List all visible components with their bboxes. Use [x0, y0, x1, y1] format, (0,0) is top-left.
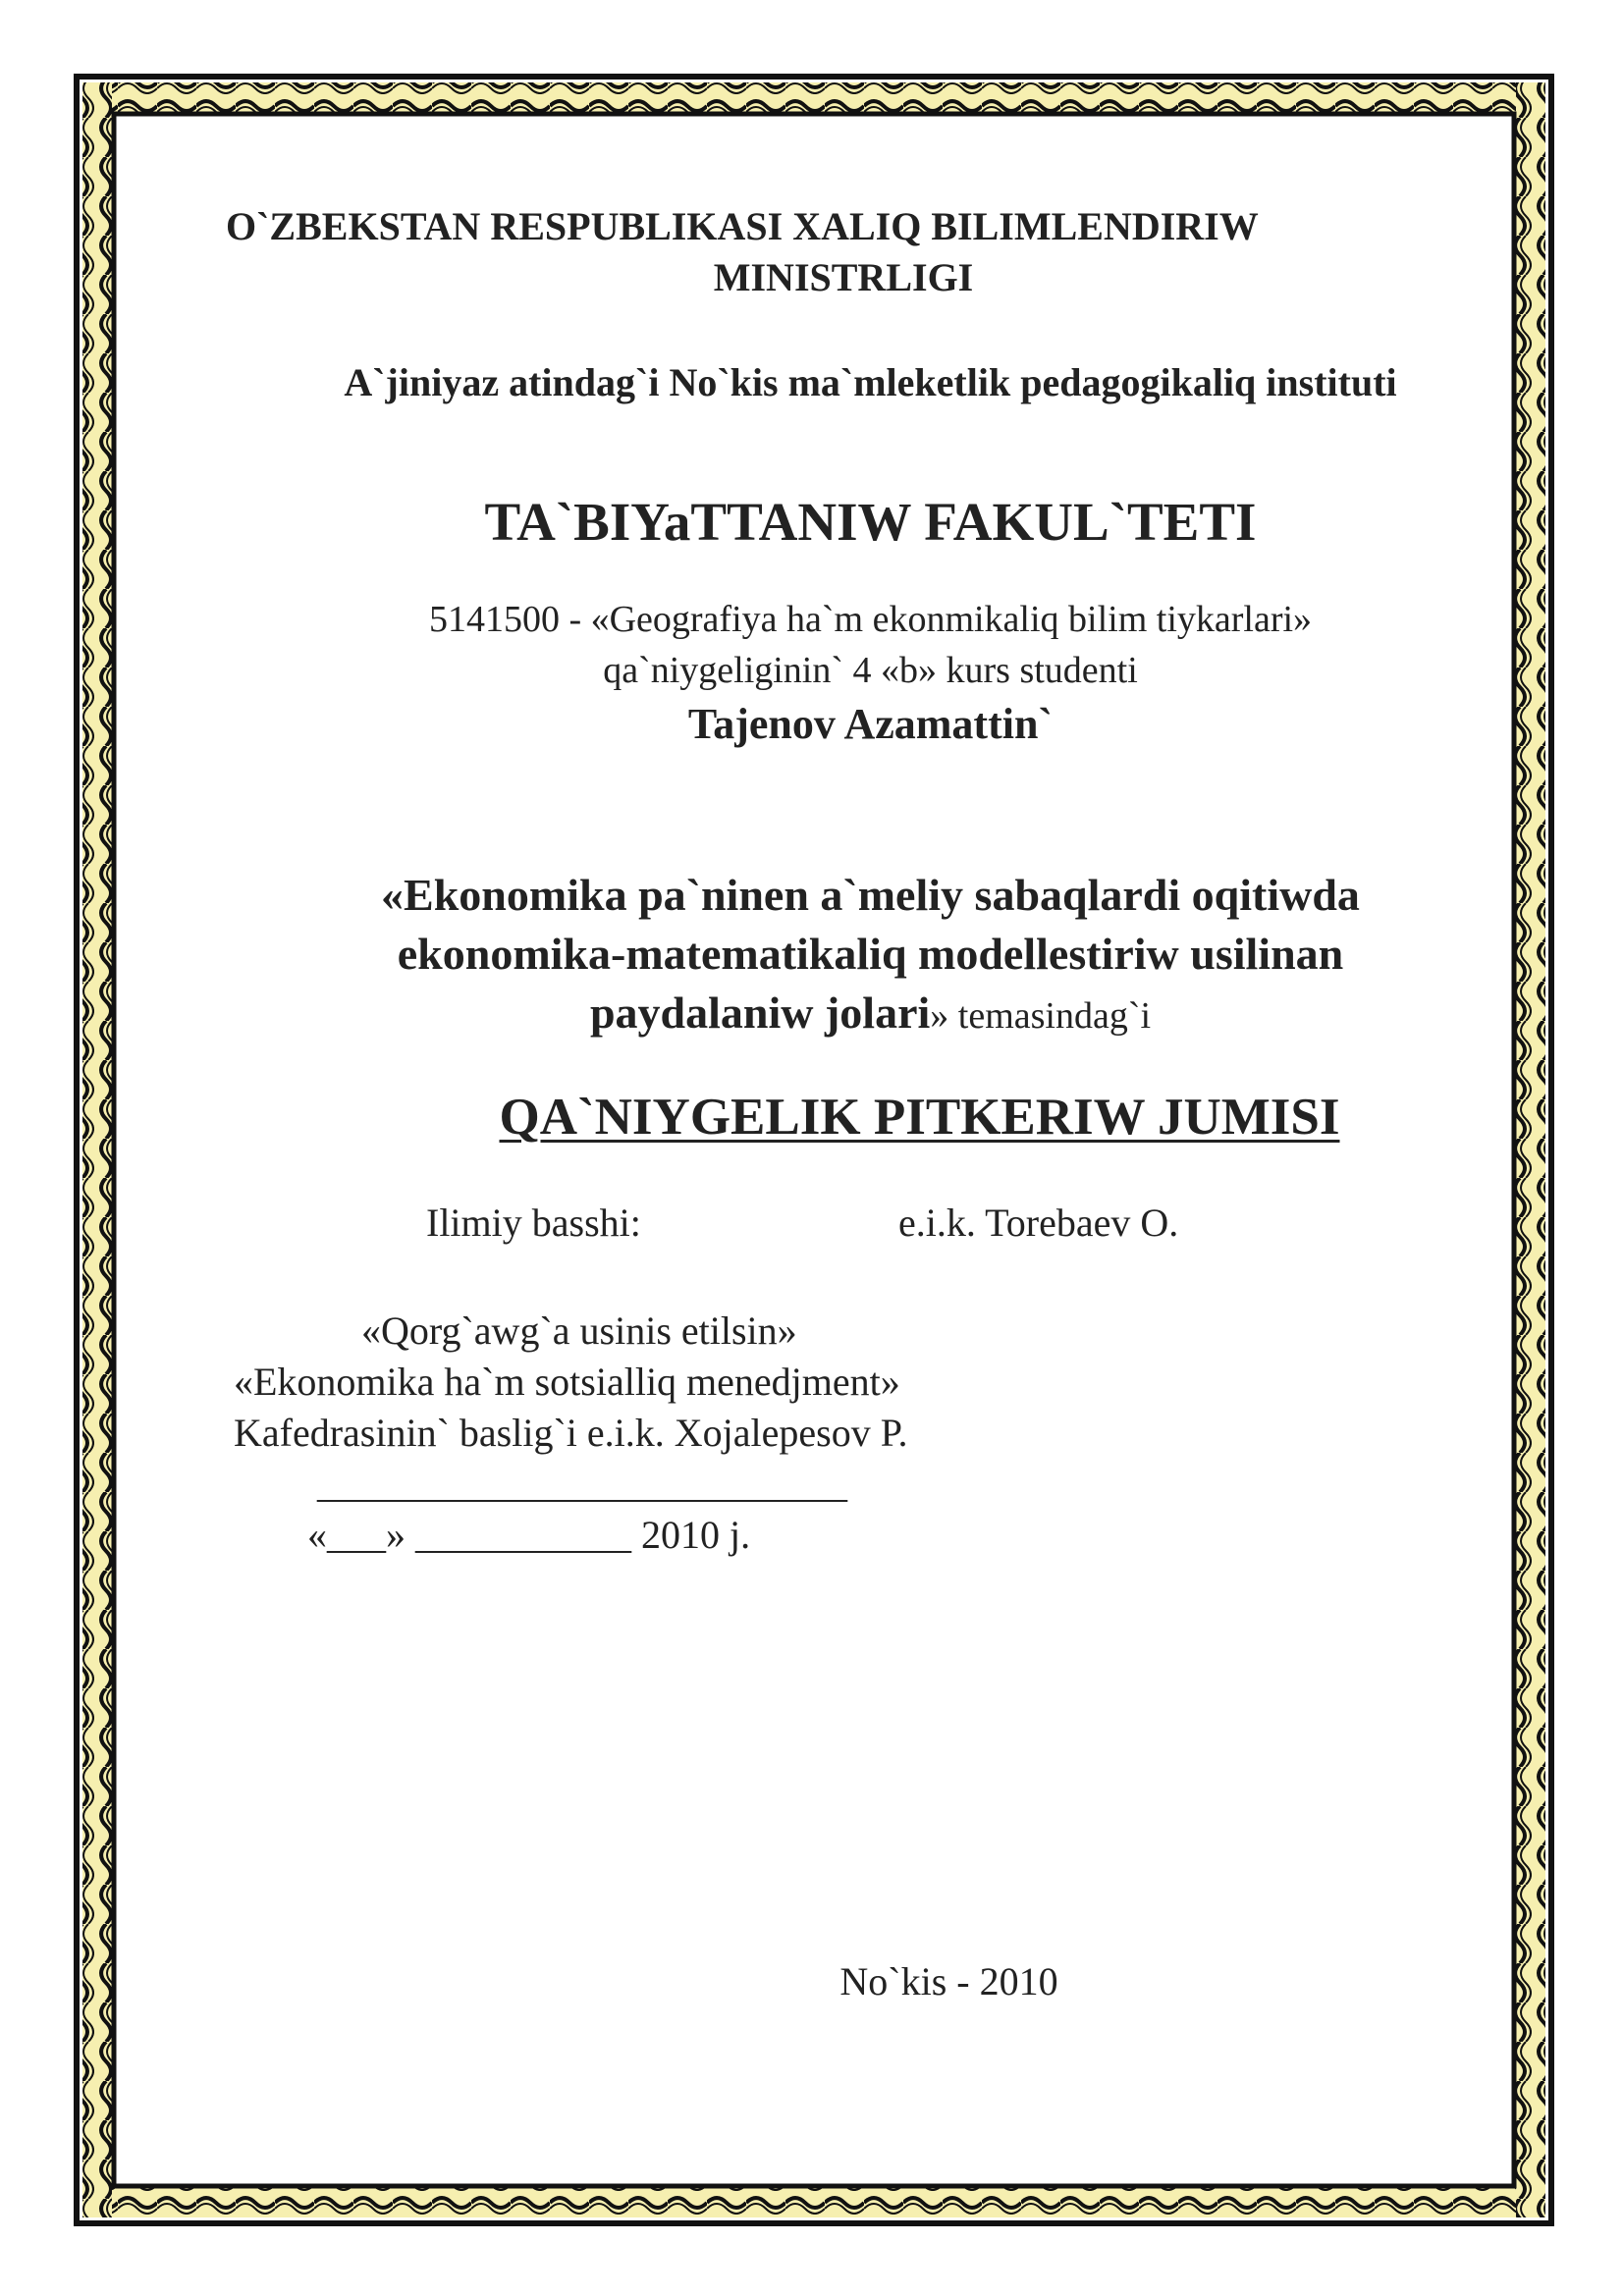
document-title [0, 1088, 1623, 1147]
approval-line-3: Kafedrasinin` baslig`i e.i.k. Xojalepesov P. [234, 1411, 908, 1455]
faculty-name: TA`BIYaTTANIW FAKUL`TETI [484, 492, 1257, 552]
approval-line-2: «Ekonomika ha`m sotsialliq menedjment» [234, 1360, 900, 1404]
thesis-topic [0, 866, 1623, 1045]
approval-line-1: «Qorg`awg`a usinis etilsin» [361, 1308, 797, 1353]
program-description [0, 594, 1623, 696]
ministry-line-1: O`ZBEKSTAN RESPUBLIKASI XALIQ BILIMLENDIRIW [226, 204, 1259, 248]
topic-line-3: paydalaniw jolari [589, 988, 931, 1038]
topic-line-2: ekonomika-matematikaliq modellestiriw usilinan [397, 929, 1344, 979]
place-and-year: No`kis - 2010 [839, 1959, 1058, 2003]
topic-line-3-suffix: » temasindag`i [930, 995, 1152, 1037]
student-name: Tajenov Azamattin` [687, 700, 1054, 748]
approval-block [234, 1306, 908, 1561]
program-line-2: qa`niygeliginin` 4 «b» kurs studenti [603, 650, 1138, 691]
institute-name: A`jiniyaz atindag`i No`kis ma`mleketlik pedagogikaliq instituti [344, 360, 1397, 404]
topic-line-1: «Ekonomika pa`ninen a`meliy sabaqlardi oqitiwda [381, 870, 1360, 920]
program-line-1: 5141500 - «Geografiya ha`m ekonmikaliq bilim tiykarlari» [428, 599, 1313, 640]
ministry-line-2: MINISTRLIGI [713, 255, 974, 299]
ministry-heading [0, 201, 1623, 303]
work-title: QA`NIYGELIK PITKERIW JUMISI [499, 1089, 1340, 1146]
signature-line: ___________________________ [317, 1462, 847, 1506]
supervisor-label: Ilimiy basshi: [426, 1201, 641, 1245]
date-line: «___» ___________ 2010 j. [307, 1513, 751, 1557]
supervisor-name: e.i.k. Torebaev O. [898, 1201, 1179, 1245]
